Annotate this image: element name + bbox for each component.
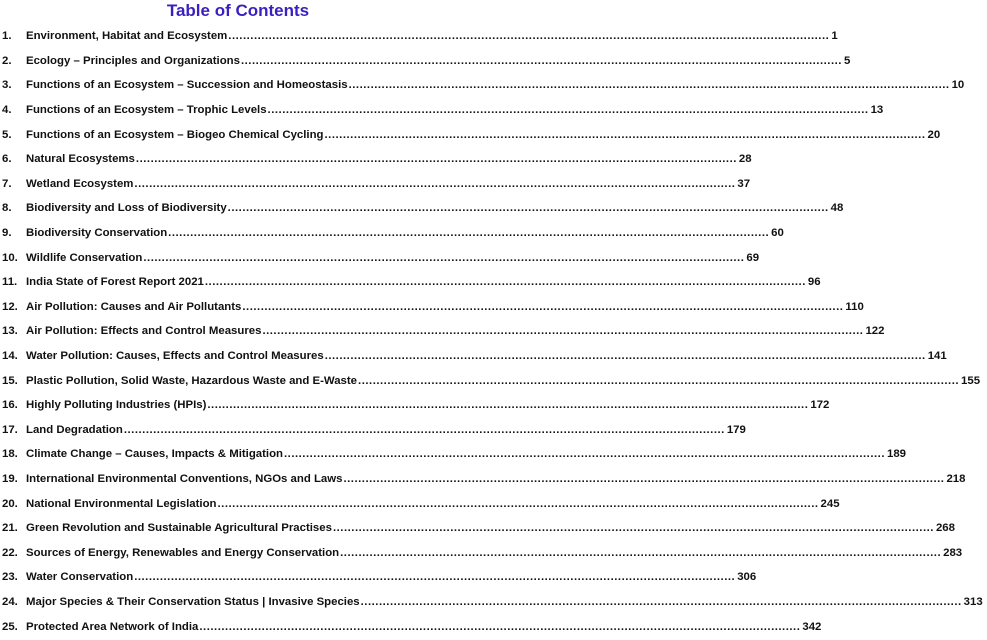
toc-entry-title: Functions of an Ecosystem – Biogeo Chemical Cycling [26,128,324,141]
toc-entry[interactable] [0,565,757,590]
toc-entry-page-number: 141 [927,350,947,363]
toc-entry-title: India State of Forest Report 2021 [26,276,204,289]
toc-entry-page-number: 342 [802,620,822,633]
toc-entry-number: 3. [2,79,12,92]
toc-entry-page-number: 306 [737,571,757,584]
toc-entry[interactable] [0,491,840,516]
toc-entry-number: 5. [2,128,12,141]
toc-entry-page-number: 218 [946,472,966,485]
toc-dot-leader: .................................................................................................................................................................... [324,128,926,141]
toc-entry-number: 15. [2,374,18,387]
toc-entry[interactable] [0,73,965,98]
toc-entry-title: Air Pollution: Causes and Air Pollutants [26,300,242,313]
toc-entry[interactable] [0,442,907,467]
toc-entry-title: Air Pollution: Effects and Control Measures [26,325,262,338]
toc-dot-leader: .................................................................................................................................................................... [134,177,736,190]
toc-entry[interactable] [0,344,947,369]
toc-entry-number: 4. [2,104,12,117]
toc-entry[interactable] [0,24,838,49]
toc-entry-number: 7. [2,177,12,190]
toc-entry-page-number: 28 [738,153,752,166]
toc-dot-leader: .................................................................................................................................................................... [358,374,960,387]
toc-entry-title: Water Pollution: Causes, Effects and Control Measures [26,350,324,363]
toc-entry[interactable] [0,122,941,147]
toc-entry-title: Plastic Pollution, Solid Waste, Hazardous Waste and E-Waste [26,374,358,387]
toc-dot-leader: .................................................................................................................................................................... [343,472,945,485]
toc-entry[interactable] [0,319,885,344]
toc-dot-leader: .................................................................................................................................................................... [267,104,869,117]
toc-entry[interactable] [0,196,844,221]
toc-entry-number: 23. [2,571,18,584]
toc-entry-number: 17. [2,423,18,436]
toc-entry-title: Ecology – Principles and Organizations [26,54,240,67]
toc-entry-number: 16. [2,399,18,412]
toc-dot-leader: .................................................................................................................................................................... [228,30,830,43]
toc-entry-title: Biodiversity and Loss of Biodiversity [26,202,227,215]
toc-entry[interactable] [0,172,751,197]
toc-dot-leader: .................................................................................................................................................................... [207,399,809,412]
toc-entry[interactable] [0,516,955,541]
toc-entry-page-number: 283 [943,546,963,559]
toc-entry-title: Environment, Habitat and Ecosystem [26,30,228,43]
toc-entry-title: Natural Ecosystems [26,153,135,166]
toc-entry-number: 20. [2,497,18,510]
toc-entry-number: 18. [2,448,18,461]
toc-entry-number: 8. [2,202,12,215]
toc-entry-title: Sources of Energy, Renewables and Energy Conservation [26,546,340,559]
toc-dot-leader: .................................................................................................................................................................... [242,300,844,313]
toc-entry-number: 19. [2,472,18,485]
toc-entry-number: 14. [2,350,18,363]
toc-entry-page-number: 172 [810,399,830,412]
toc-entry[interactable] [0,590,983,615]
toc-dot-leader: .................................................................................................................................................................... [134,571,736,584]
toc-entry-number: 12. [2,300,18,313]
toc-entry-number: 24. [2,595,18,608]
toc-entry-title: Major Species & Their Conservation Status | Invasive Species [26,595,360,608]
toc-dot-leader: .................................................................................................................................................................... [348,79,950,92]
toc-entry-page-number: 155 [961,374,981,387]
toc-entry-title: Wetland Ecosystem [26,177,134,190]
toc-entry-page-number: 268 [935,522,955,535]
toc-entry-title: National Environmental Legislation [26,497,217,510]
toc-entry-title: Green Revolution and Sustainable Agricultural Practises [26,522,332,535]
toc-entry-number: 11. [2,276,18,289]
table-of-contents [0,24,983,639]
toc-entry-number: 13. [2,325,18,338]
toc-entry[interactable] [0,49,851,74]
page-title: Table of Contents [166,1,310,20]
toc-dot-leader: .................................................................................................................................................................... [204,276,806,289]
toc-entry-page-number: 13 [870,104,884,117]
toc-entry-number: 1. [2,30,12,43]
toc-entry-page-number: 37 [737,177,751,190]
toc-entry-number: 22. [2,546,18,559]
toc-entry-number: 2. [2,54,12,67]
toc-dot-leader: .................................................................................................................................................................... [135,153,737,166]
toc-entry-page-number: 110 [845,300,864,313]
toc-dot-leader: .................................................................................................................................................................... [199,620,801,633]
toc-entry-page-number: 179 [726,423,746,436]
toc-entry-title: Land Degradation [26,423,123,436]
toc-entry[interactable] [0,270,821,295]
toc-entry-page-number: 20 [927,128,941,141]
toc-entry-page-number: 313 [963,595,983,608]
toc-dot-leader: .................................................................................................................................................................... [123,423,725,436]
toc-entry-page-number: 69 [746,251,760,264]
toc-entry-number: 9. [2,227,12,240]
toc-dot-leader: .................................................................................................................................................................... [340,546,942,559]
toc-entry-page-number: 10 [951,79,965,92]
toc-entry-number: 25. [2,620,18,633]
toc-dot-leader: .................................................................................................................................................................... [227,202,829,215]
toc-entry-title: Functions of an Ecosystem – Trophic Levels [26,104,267,117]
toc-entry-page-number: 245 [820,497,840,510]
toc-entry-title: Functions of an Ecosystem – Succession and Homeostasis [26,79,348,92]
toc-entry-title: Protected Area Network of India [26,620,199,633]
toc-entry[interactable] [0,540,963,565]
toc-entry-title: Climate Change – Causes, Impacts & Mitigation [26,448,283,461]
toc-entry[interactable] [0,467,966,492]
toc-entry-title: International Environmental Conventions, NGOs and Laws [26,472,343,485]
toc-entry-page-number: 1 [831,30,838,43]
toc-entry[interactable] [0,98,884,123]
toc-entry-page-number: 96 [807,276,821,289]
toc-entry-page-number: 60 [771,227,784,240]
toc-entry-page-number: 189 [887,448,907,461]
toc-entry[interactable] [0,221,784,246]
toc-entry-page-number: 48 [830,202,844,215]
toc-entry[interactable] [0,393,830,418]
toc-dot-leader: .................................................................................................................................................................... [332,522,934,535]
toc-dot-leader: .................................................................................................................................................................... [283,448,885,461]
toc-entry-title: Highly Polluting Industries (HPIs) [26,399,207,412]
toc-dot-leader: .................................................................................................................................................................... [217,497,819,510]
toc-dot-leader: .................................................................................................................................................................... [324,350,926,363]
toc-entry[interactable] [0,245,760,270]
toc-entry-title: Water Conservation [26,571,134,584]
toc-entry-number: 21. [2,522,18,535]
toc-entry-number: 10. [2,251,18,264]
toc-entry-number: 6. [2,153,12,166]
toc-entry-page-number: 5 [843,54,851,67]
toc-entry-title: Biodiversity Conservation [26,227,168,240]
toc-entry[interactable] [0,295,864,320]
toc-entry[interactable] [0,614,822,639]
toc-dot-leader: .................................................................................................................................................................... [240,54,842,67]
toc-entry[interactable] [0,368,981,393]
toc-entry[interactable] [0,418,746,443]
toc-dot-leader: .................................................................................................................................................................... [143,251,745,264]
toc-dot-leader: .................................................................................................................................................................... [168,227,770,240]
toc-entry-page-number: 122 [865,325,885,338]
toc-dot-leader: .................................................................................................................................................................... [262,325,864,338]
toc-dot-leader: .................................................................................................................................................................... [360,595,962,608]
toc-entry[interactable] [0,147,752,172]
toc-entry-title: Wildlife Conservation [26,251,143,264]
